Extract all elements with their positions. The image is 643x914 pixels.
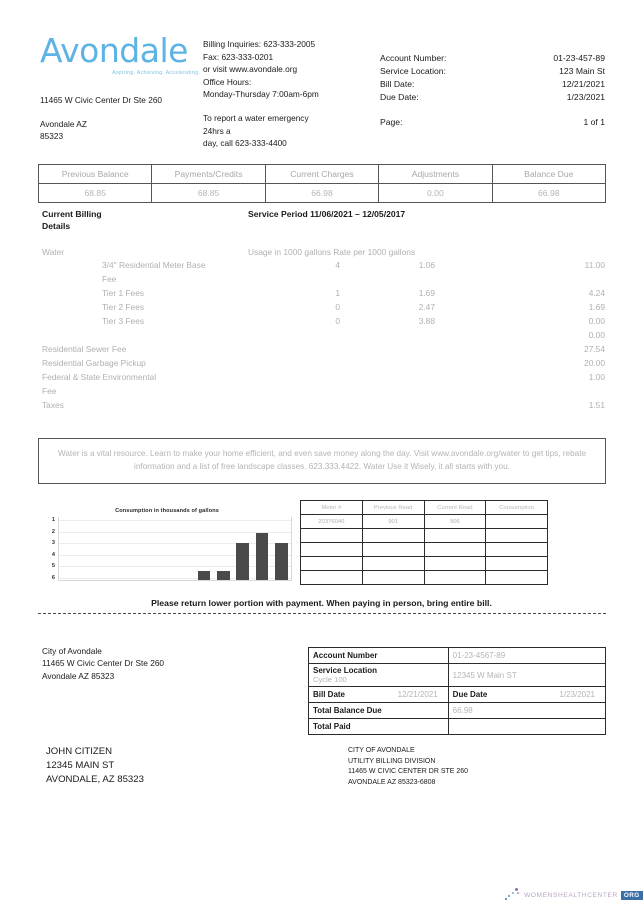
charge-row-continuation [42,274,607,288]
charge-amount: 1.00 [588,372,605,382]
consumption-chart [42,508,292,590]
remit-line4: AVONDALE AZ 85323-6808 [348,778,436,786]
city-address [40,94,162,142]
meter-table-cell [362,571,424,585]
chart-y-tick: 2 [51,528,55,535]
chart-y-tick: 4 [51,551,55,558]
stub-account-number-value: 01-23-4567-89 [448,648,605,664]
customer-street: 12345 MAIN ST [46,759,115,771]
contact-info [203,38,378,150]
customer-name: JOHN CITIZEN [46,746,113,757]
meter-table-cell [301,543,363,557]
city-address-line1: 11465 W Civic Center Dr Ste 260 [40,95,163,105]
charge-amount: 1.69 [588,302,605,312]
charge-amount: 0.00 [588,316,605,326]
summary-value-payments-credits: 68.85 [152,184,265,203]
stub-due-date-value: 1/23/2021 [559,690,595,699]
stub-service-location-label [309,664,449,687]
page-row [380,116,605,129]
meter-table-cell: 906 [424,515,486,529]
meter-table-cell [362,557,424,571]
meter-table-cell [362,543,424,557]
charges-section-label: Water [42,247,65,257]
charge-amount: 20.00 [584,358,605,368]
charges-list [42,247,607,414]
summary-header-adjustments: Adjustments [379,165,492,184]
remit-line2: UTILITY BILLING DIVISION [348,757,436,765]
billing-inquiries: Billing Inquiries: 623-333-2005 [203,39,316,49]
footer-watermark [505,888,643,902]
meter-table-row [301,557,548,571]
chart-bar [236,543,248,580]
charge-row [42,330,607,344]
stub-from-line1: City of Avondale [42,646,102,656]
stub-bill-date-value: 12/21/2021 [397,690,438,699]
chart-y-tick: 6 [51,575,55,581]
stub-account-number-row [309,648,606,664]
charge-name: Federal & State Environmental [42,372,157,382]
cbd-title-line2: Details [42,220,71,231]
summary-value-balance-due: 66.98 [492,184,605,203]
charge-row [42,358,607,372]
stub-bill-date-cell [309,687,449,703]
payment-stub-table [308,647,606,735]
cbd-title-line1: Current Billing [42,209,102,219]
stub-total-paid-label: Total Paid [309,719,449,735]
account-number-row [380,52,605,65]
meter-table-row [301,571,548,585]
charge-name: Tier 2 Fees [102,302,145,312]
meter-table-cell [486,543,548,557]
summary-value-current-charges: 66.98 [265,184,378,203]
charge-rows-container [42,260,607,414]
charge-name: Tier 3 Fees [102,316,145,326]
charge-row [42,400,607,414]
summary-value-previous-balance: 68.85 [39,184,152,203]
summary-header-row [39,165,606,184]
account-summary-block [380,52,605,128]
meter-header-current-read: Current Read [424,501,486,515]
stub-total-paid-row [309,719,606,735]
meter-reading-table [300,500,548,585]
meter-table-cell [362,529,424,543]
charge-amount: 4.24 [588,288,605,298]
conservation-message-text: Water is a vital resource. Learn to make your home efficient, and even save money along the day. Visit www.avondale.org/water to get tips, rebate information and a list of free landscape classes. 623.333.4422. Water Use it Wisely, it all starts with you. [57,449,587,471]
stub-cycle-label: Cycle 100 [313,675,347,684]
charge-row [42,344,607,358]
meter-header-row [301,501,548,515]
meter-header-consumption: Consumption [486,501,548,515]
bill-date-value: 12/21/2021 [561,78,605,89]
charge-usage: 0 [335,316,340,326]
meter-table-body [301,515,548,585]
meter-table-cell [301,557,363,571]
conservation-message-box [38,438,606,484]
charge-usage: 4 [335,260,340,270]
charge-name: Taxes [42,400,64,410]
summary-header-payments-credits: Payments/Credits [152,165,265,184]
city-address-line3: 85323 [40,131,64,142]
emergency-line1: To report a water emergency [203,113,309,124]
bill-date-row [380,78,605,91]
stub-due-date-cell [448,687,605,703]
chart-bar [256,533,268,580]
charge-amount: 0.00 [588,330,605,340]
city-address-line2: Avondale AZ [40,119,87,130]
charge-name-continuation: Fee [102,274,117,284]
page-value: 1 of 1 [583,116,605,127]
charge-amount: 11.00 [584,260,605,270]
meter-table-cell: 901 [362,515,424,529]
charge-amount: 1.51 [588,400,605,410]
charges-header [42,247,607,260]
summary-header-current-charges: Current Charges [265,165,378,184]
service-location-value: 123 Main St [559,65,605,76]
meter-header-previous-read: Previous Read [362,501,424,515]
chart-bar [275,543,287,580]
charge-row [42,316,607,330]
meter-header-meter-number: Meter # [301,501,363,515]
chart-title: Consumption in thousands of gallons [115,508,219,514]
stub-account-number-label: Account Number [309,648,449,664]
charge-rate: 1.69 [418,288,435,298]
watermark-badge: ORG [621,891,643,900]
meter-table-cell [486,529,548,543]
stub-service-location-row [309,664,606,687]
logo-wordmark: Avondale [40,31,188,70]
chart-bars [59,517,291,580]
bill-date-label: Bill Date: [380,78,415,89]
watermark-text: WOMENSHEALTHCENTER [524,891,618,899]
due-date-label: Due Date: [380,91,419,102]
charges-column-header: Usage in 1000 gallons Rate per 1000 gallons [248,247,416,257]
charge-row [42,288,607,302]
account-number-label: Account Number: [380,53,447,63]
perforation-line [38,613,606,614]
bill-header [40,31,605,154]
chart-y-tick: 1 [51,517,55,523]
charge-usage: 0 [335,302,340,312]
meter-table-row [301,515,548,529]
stub-from-line3: Avondale AZ 85323 [42,670,115,681]
remit-line3: 11465 W CIVIC CENTER DR STE 260 [348,768,469,775]
service-location-label: Service Location: [380,65,446,76]
chart-bar [217,571,229,580]
meter-table-cell [486,515,548,529]
meter-table-row [301,529,548,543]
service-location-row [380,65,605,78]
office-hours-label: Office Hours: [203,76,252,87]
stub-due-date-label: Due Date [452,690,488,699]
office-hours-value: Monday-Thursday 7:00am-6pm [203,89,319,100]
stub-bill-date-label: Bill Date [313,690,346,699]
remittance-address [348,746,468,788]
charge-row [42,302,607,316]
meter-table-cell [301,571,363,585]
watermark-dots-icon [505,888,521,902]
stub-total-balance-row [309,703,606,719]
stub-service-location-value: 12345 W Main ST [448,664,605,687]
stub-from-line2: 11465 W Civic Center Dr Ste 260 [42,658,165,669]
charge-rate: 1.06 [418,260,435,270]
stub-total-balance-value: 66.98 [448,703,605,719]
service-period: Service Period 11/06/2021 – 12/05/2017 [248,209,406,219]
balance-summary-table [38,164,606,203]
meter-table-cell [424,571,486,585]
emergency-line2: 24hrs a [203,125,231,136]
summary-header-previous-balance: Previous Balance [39,165,152,184]
stub-total-balance-label: Total Balance Due [309,703,449,719]
charge-name: Residential Garbage Pickup [42,358,146,368]
customer-city-state-zip: AVONDALE, AZ 85323 [46,773,144,785]
meter-table-cell [301,529,363,543]
meter-table-row [301,543,548,557]
charge-amount: 27.54 [584,344,605,354]
chart-bar [198,571,210,580]
stub-city-address [42,645,164,682]
chart-y-axis [43,517,57,581]
chart-plot-area [51,517,292,581]
stub-dates-row [309,687,606,703]
charge-name: 3/4" Residential Meter Base [102,260,206,270]
emergency-line3: day, call 623-333-4400 [203,138,287,149]
charge-name: Residential Sewer Fee [42,344,127,354]
charge-row [42,372,607,386]
charge-rate: 3.88 [418,316,435,326]
page-label: Page: [380,116,403,127]
chart-y-tick: 5 [51,563,55,570]
website-link[interactable]: or visit www.avondale.org [203,64,298,75]
account-number-value: 01-23-457-89 [553,53,605,63]
meter-table-cell [424,557,486,571]
meter-table-cell [486,557,548,571]
charge-name: Tier 1 Fees [102,288,145,298]
fax-number: Fax: 623-333-0201 [203,51,274,62]
logo-tagline: Aspiring. Achieving. Accelerating. [112,70,200,76]
due-date-row [380,91,605,104]
charge-row-continuation [42,386,607,400]
stub-total-paid-value[interactable] [448,719,605,735]
meter-table-cell: 20376046 [301,515,363,529]
due-date-value: 1/23/2021 [566,91,605,102]
summary-value-row [39,184,606,203]
avondale-logo [40,31,205,76]
remit-line1: CITY OF AVONDALE [348,747,415,754]
summary-header-balance-due: Balance Due [492,165,605,184]
charge-name-continuation: Fee [42,386,57,396]
meter-table-cell [424,543,486,557]
charge-rate: 2.47 [418,302,435,312]
customer-mailing-address [46,745,144,787]
stub-service-location-label-text: Service Location [313,666,378,675]
charge-usage: 1 [335,288,340,298]
meter-table-cell [486,571,548,585]
chart-y-tick: 3 [51,540,55,547]
current-billing-details-title [42,209,132,232]
return-instruction: Please return lower portion with payment. When paying in person, bring entire bill. [151,598,492,608]
summary-value-adjustments: 0.00 [379,184,492,203]
meter-table-cell [424,529,486,543]
charge-row [42,260,607,274]
